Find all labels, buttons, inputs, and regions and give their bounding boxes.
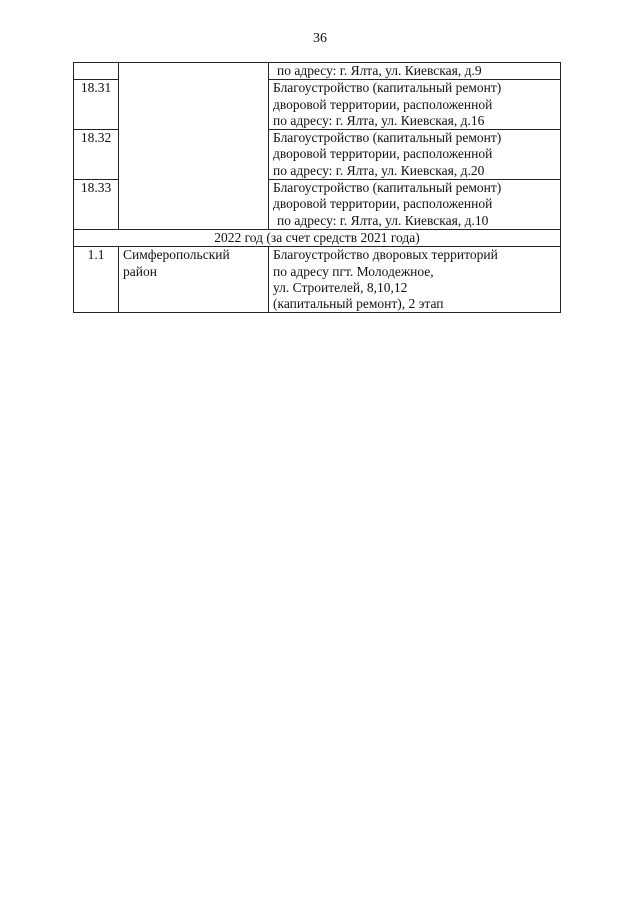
table-row [74,63,561,80]
description-line: Благоустройство (капитальный ремонт) [273,180,502,196]
row-number-cell: 18.31 [74,80,119,130]
description-cell [269,63,561,80]
object-list-table [73,62,561,313]
district-cell [119,63,269,230]
row-number-cell: 18.33 [74,180,119,230]
description-cell [269,247,561,313]
table-row [74,247,561,313]
description-line: по адресу: г. Ялта, ул. Киевская, д.20 [273,162,485,178]
description-line: по адресу пгт. Молодежное, [273,263,434,279]
description-line: по адресу: г. Ялта, ул. Киевская, д.9 [277,63,482,78]
district-cell [119,247,269,313]
description-line: дворовой территории, расположенной [273,96,493,112]
description-line: ул. Строителей, 8,10,12 [273,279,408,295]
district-line: район [123,263,157,279]
description-line: Благоустройство (капитальный ремонт) [273,130,502,146]
row-number-cell: 18.32 [74,130,119,180]
description-line: Благоустройство (капитальный ремонт) [273,80,502,96]
description-line: по адресу: г. Ялта, ул. Киевская, д.16 [273,112,485,128]
description-line: (капитальный ремонт), 2 этап [273,296,444,312]
description-line: Благоустройство дворовых территорий [273,247,498,263]
row-number-cell: 1.1 [74,247,119,313]
description-cell [269,180,561,230]
section-header: 2022 год (за счет средств 2021 года) [74,229,561,246]
description-line: дворовой территории, расположенной [273,196,493,212]
row-number-cell [74,63,119,80]
district-line: Симферопольский [123,247,230,263]
description-cell [269,130,561,180]
section-header-row [74,229,561,246]
page-number: 36 [313,31,327,46]
description-line: по адресу: г. Ялта, ул. Киевская, д.10 [277,212,489,228]
description-line: дворовой территории, расположенной [273,146,493,162]
description-cell [269,80,561,130]
